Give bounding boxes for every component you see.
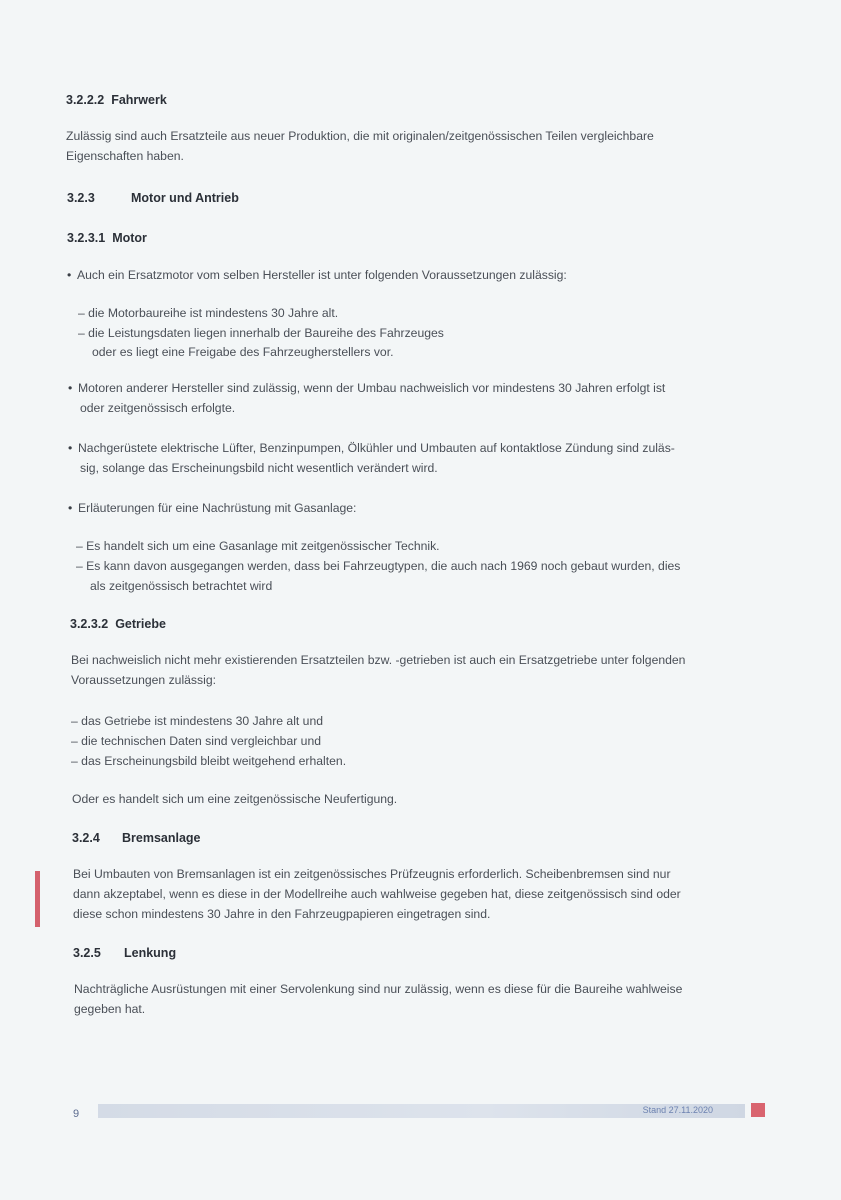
paragraph-getriebe — [71, 650, 685, 690]
heading-3-2-3-1 — [67, 231, 147, 245]
bullet-nachgeruestet — [68, 438, 675, 478]
dash-item-continuation: oder es liegt eine Freigabe des Fahrzeugherstellers vor. — [92, 345, 394, 359]
dash-item: – Es kann davon ausgegangen werden, dass bei Fahrzeugtypen, die auch nach 1969 noch gebaut wurden, dies — [76, 559, 681, 573]
dash-list-gas — [76, 536, 680, 596]
bullet-continuation: oder zeitgenössisch erfolgte. — [80, 401, 236, 415]
text-line: gegeben hat. — [74, 1002, 146, 1016]
text-line: diese schon mindestens 30 Jahre in den Fahrzeugpapieren eingetragen sind. — [73, 907, 491, 921]
dash-item-continuation: als zeitgenössisch betrachtet wird — [90, 579, 273, 593]
bullet-ersatzmotor — [67, 265, 567, 285]
footer-date: Stand 27.11.2020 — [642, 1105, 713, 1115]
bullet-continuation: sig, solange das Erscheinungsbild nicht wesentlich verändert wird. — [80, 461, 438, 475]
dash-item: – Es handelt sich um eine Gasanlage mit zeitgenössischer Technik. — [76, 539, 440, 553]
dash-item: – die Leistungsdaten liegen innerhalb der Baureihe des Fahrzeuges — [78, 325, 444, 340]
heading-number: 3.2.3.1 — [67, 231, 106, 245]
dash-item: – die Motorbaureihe ist mindestens 30 Jahre alt. — [78, 306, 339, 320]
page-number: 9 — [73, 1108, 80, 1120]
text-line: Eigenschaften haben. — [66, 149, 184, 163]
heading-3-2-3 — [67, 191, 239, 205]
heading-3-2-3-2 — [70, 617, 166, 631]
dash-item: – die technischen Daten sind vergleichbar und — [71, 734, 322, 748]
bullet-text: • Auch ein Ersatzmotor vom selben Hersteller ist unter folgenden Voraussetzungen zulässig: — [67, 265, 567, 285]
heading-number: 3.2.3.2 — [70, 617, 109, 631]
text-line: dann akzeptabel, wenn es diese in der Modellreihe auch wahlweise gegeben hat, diese zeitgenössisch sind oder — [73, 887, 681, 901]
heading-title: Fahrwerk — [111, 93, 167, 107]
heading-number: 3.2.2.2 — [66, 93, 105, 107]
paragraph-neufertigung — [72, 789, 397, 809]
heading-number: 3.2.5 — [73, 946, 101, 960]
bullet-gasanlage — [68, 498, 356, 518]
heading-title: Lenkung — [124, 946, 177, 960]
bullet-motoren-anderer — [68, 378, 665, 418]
bullet-text: • Erläuterungen für eine Nachrüstung mit Gasanlage: — [68, 498, 356, 518]
heading-3-2-5 — [73, 946, 176, 960]
heading-title: Getriebe — [115, 617, 166, 631]
change-marker-bar — [35, 871, 40, 927]
text-line: Bei nachweislich nicht mehr existierenden Ersatzteilen bzw. -getrieben ist auch ein Ersatzgetriebe unter folgenden — [71, 653, 686, 667]
heading-3-2-2-2 — [66, 93, 167, 107]
footer-accent-square — [751, 1103, 765, 1117]
dash-list-getriebe — [71, 711, 346, 771]
paragraph-bremsanlage — [73, 864, 681, 924]
heading-title: Motor — [112, 231, 147, 245]
heading-number: 3.2.3 — [67, 191, 95, 205]
paragraph-lenkung — [74, 979, 682, 1019]
heading-title: Motor und Antrieb — [131, 191, 239, 205]
text-line: Nachträgliche Ausrüstungen mit einer Servolenkung sind nur zulässig, wenn es diese für die Baureihe wahlweise — [74, 982, 683, 996]
text-line: Zulässig sind auch Ersatzteile aus neuer Produktion, die mit originalen/zeitgenössischen Teilen vergleichbare — [66, 129, 654, 143]
dash-item: – das Erscheinungsbild bleibt weitgehend erhalten. — [71, 754, 347, 768]
text-line: Bei Umbauten von Bremsanlagen ist ein zeitgenössisches Prüfzeugnis erforderlich. Scheibenbremsen sind nur — [73, 867, 671, 881]
dash-item: – das Getriebe ist mindestens 30 Jahre alt und — [71, 714, 324, 728]
text-line: Oder es handelt sich um eine zeitgenössische Neufertigung. — [72, 792, 398, 806]
heading-number: 3.2.4 — [72, 831, 100, 845]
heading-3-2-4 — [72, 831, 201, 845]
bullet-text: • Nachgerüstete elektrische Lüfter, Benzinpumpen, Ölkühler und Umbauten auf kontaktlose Zündung sind zuläs- — [68, 438, 675, 458]
bullet-text: • Motoren anderer Hersteller sind zulässig, wenn der Umbau nachweislich vor mindestens 30 Jahren erfolgt ist — [68, 378, 665, 398]
text-line: Voraussetzungen zulässig: — [71, 673, 216, 687]
dash-list-motor — [78, 304, 444, 363]
heading-title: Bremsanlage — [122, 831, 201, 845]
paragraph-fahrwerk — [66, 126, 654, 166]
